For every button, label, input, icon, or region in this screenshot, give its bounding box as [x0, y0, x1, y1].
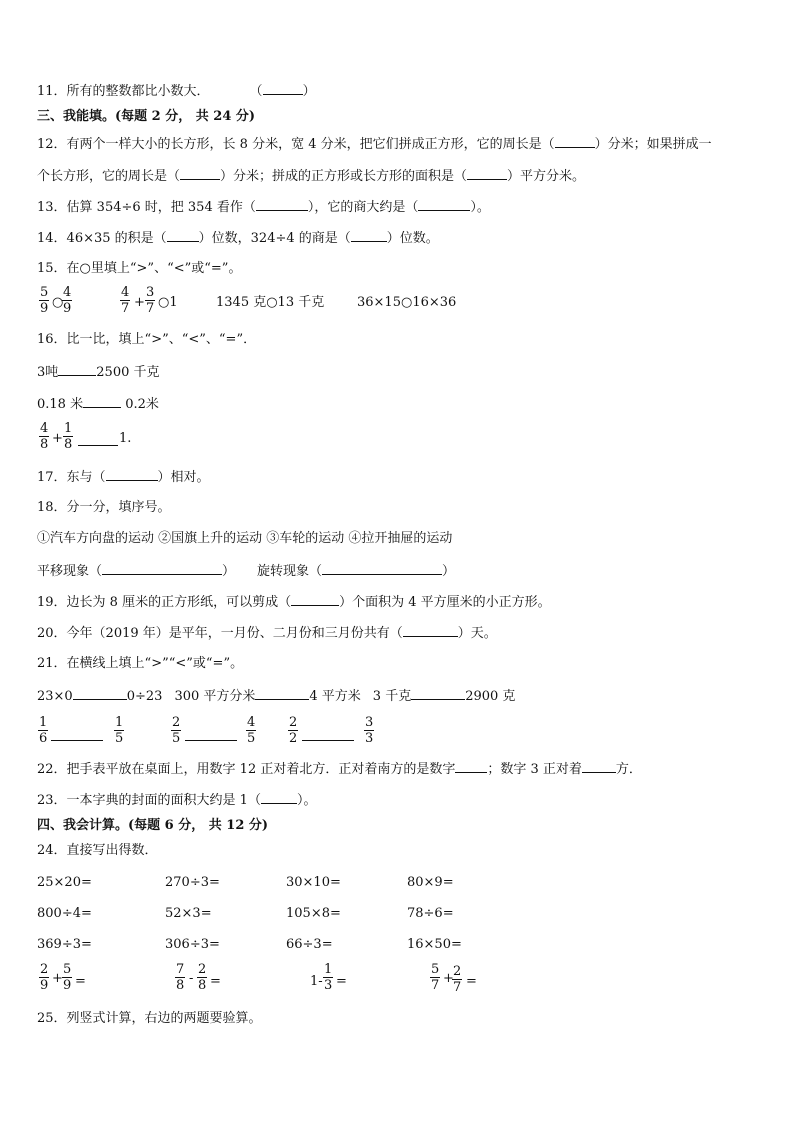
question-18-items: ①汽车方向盘的运动 ②国旗上升的运动 ③车轮的运动 ④拉开抽屉的运动 [37, 531, 453, 546]
answer-blank[interactable] [180, 167, 220, 180]
calc-item: 25×20= [37, 875, 92, 890]
calc-item: 30×10= [286, 875, 341, 890]
fraction: $\frac{5}{7}$ [431, 962, 440, 993]
question-23: 23．一本字典的封面的面积大约是 1（ ）。 [37, 793, 317, 808]
plus-sign: + [52, 971, 63, 986]
answer-blank[interactable] [418, 198, 470, 211]
answer-blank[interactable] [102, 562, 222, 575]
compare-expression: 1345 克○13 千克 [216, 295, 325, 310]
equals-sign: = [75, 974, 86, 989]
answer-blank[interactable] [582, 760, 616, 773]
calc-item: 80×9= [407, 875, 454, 890]
answer-blank[interactable] [351, 229, 387, 242]
plus-sign: + [443, 971, 454, 986]
fraction: $\frac{4}{5}$ [247, 715, 256, 746]
answer-blank[interactable] [411, 687, 465, 700]
fraction: $\frac{3}{7}$ [146, 285, 155, 316]
answer-blank[interactable] [167, 229, 199, 242]
question-18-stem: 18．分一分，填序号。 [37, 500, 171, 515]
answer-blank[interactable] [555, 135, 595, 148]
calc-item: 16×50= [407, 937, 462, 952]
compare-expression: 36×15○16×36 [357, 295, 457, 310]
answer-blank[interactable] [73, 687, 127, 700]
question-17: 17．东与（ ）相对。 [37, 470, 210, 485]
fraction: $\frac{2}{8}$ [198, 962, 207, 993]
fraction: $\frac{4}{8}$ [40, 421, 49, 452]
fraction: $\frac{5}{9}$ [63, 962, 72, 993]
one-minus: 1- [310, 974, 323, 989]
question-11: 11．所有的整数都比小数大． （ ） [37, 84, 316, 99]
compare-row: 3吨 2500 千克 [37, 365, 160, 380]
answer-blank[interactable] [58, 363, 96, 376]
plus-sign: + [52, 431, 63, 446]
fraction: $\frac{2}{7}$ [453, 964, 462, 995]
fraction: $\frac{4}{9}$ [63, 285, 72, 316]
answer-blank[interactable] [256, 198, 308, 211]
answer-blank[interactable] [261, 791, 297, 804]
fraction: $\frac{1}{8}$ [64, 421, 73, 452]
question-21-stem: 21．在横线上填上“>”“<”或“=”。 [37, 656, 244, 671]
fraction: $\frac{4}{7}$ [121, 285, 130, 316]
minus-sign: - [189, 971, 194, 986]
question-14: 14．46×35 的积是（ ）位数，324÷4 的商是（ ）位数。 [37, 231, 439, 246]
compare-value: 1. [119, 431, 132, 446]
answer-blank[interactable] [255, 687, 309, 700]
question-12-line1: 12．有两个一样大小的长方形，长 8 分米，宽 4 分米，把它们拼成正方形，它的周长是（ ）分米；如果拼成一 [37, 137, 712, 152]
answer-blank[interactable] [302, 740, 354, 741]
answer-blank[interactable] [106, 468, 158, 481]
compare-row: 23×0 0÷23 300 平方分米 4 平方米 3 千克 2900 克 [37, 689, 516, 704]
fraction: $\frac{1}{3}$ [324, 962, 333, 993]
calc-item: 105×8= [286, 906, 341, 921]
answer-blank[interactable] [467, 167, 507, 180]
calc-item: 78÷6= [407, 906, 454, 921]
answer-blank[interactable] [455, 760, 487, 773]
calc-item: 52×3= [165, 906, 212, 921]
section-4-heading: 四、我会计算。(每题 6 分， 共 12 分) [37, 818, 269, 833]
fraction: $\frac{5}{9}$ [40, 285, 49, 316]
fraction: $\frac{1}{5}$ [115, 715, 124, 746]
question-16-stem: 16．比一比，填上“>”、“<”、“=”． [37, 332, 257, 347]
equals-sign: = [336, 974, 347, 989]
fraction: $\frac{2}{5}$ [172, 715, 181, 746]
answer-blank[interactable] [51, 740, 103, 741]
section-3-heading: 三、我能填。(每题 2 分， 共 24 分) [37, 109, 256, 124]
calc-item: 66÷3= [286, 937, 333, 952]
answer-blank[interactable] [263, 82, 303, 95]
answer-blank[interactable] [78, 445, 118, 446]
question-19: 19．边长为 8 厘米的正方形纸，可以剪成（ ）个面积为 4 平方厘米的小正方形。 [37, 595, 551, 610]
calc-item: 369÷3= [37, 937, 92, 952]
answer-blank[interactable] [403, 624, 458, 637]
equals-sign: = [210, 974, 221, 989]
answer-blank[interactable] [83, 395, 121, 408]
calc-item: 306÷3= [165, 937, 220, 952]
calc-item: 270÷3= [165, 875, 220, 890]
compare-circle[interactable]: ○ [52, 295, 64, 310]
question-18-answers: 平移现象（ ） 旋转现象（ ） [37, 564, 456, 579]
answer-blank[interactable] [291, 593, 339, 606]
plus-sign: + [134, 295, 145, 310]
compare-expression[interactable]: ○1 [158, 295, 178, 310]
question-24-stem: 24．直接写出得数． [37, 843, 158, 858]
question-13: 13．估算 354÷6 时，把 354 看作（ ），它的商大约是（ ）。 [37, 200, 490, 215]
fraction: $\frac{3}{3}$ [365, 715, 374, 746]
fraction: $\frac{2}{9}$ [40, 962, 49, 993]
fraction: $\frac{7}{8}$ [176, 962, 185, 993]
calc-item: 800÷4= [37, 906, 92, 921]
fraction: $\frac{2}{2}$ [289, 715, 298, 746]
equals-sign: = [466, 974, 477, 989]
question-22: 22．把手表平放在桌面上，用数字 12 正对着北方．正对着南方的是数字 ；数字 3 正对着 方． [37, 762, 642, 777]
compare-row: 0.18 米 0.2米 [37, 397, 159, 412]
question-15-stem: 15．在○里填上“>”、“<”或“=”。 [37, 261, 242, 276]
question-20: 20．今年（2019 年）是平年，一月份、二月份和三月份共有（ ）天。 [37, 626, 497, 641]
answer-blank[interactable] [322, 562, 442, 575]
question-25: 25．列竖式计算，右边的两题要验算。 [37, 1011, 262, 1026]
question-12-line2: 个长方形，它的周长是（ ）分米；拼成的正方形或长方形的面积是（ ）平方分米。 [37, 169, 586, 184]
answer-blank[interactable] [185, 740, 237, 741]
fraction: $\frac{1}{6}$ [39, 715, 48, 746]
